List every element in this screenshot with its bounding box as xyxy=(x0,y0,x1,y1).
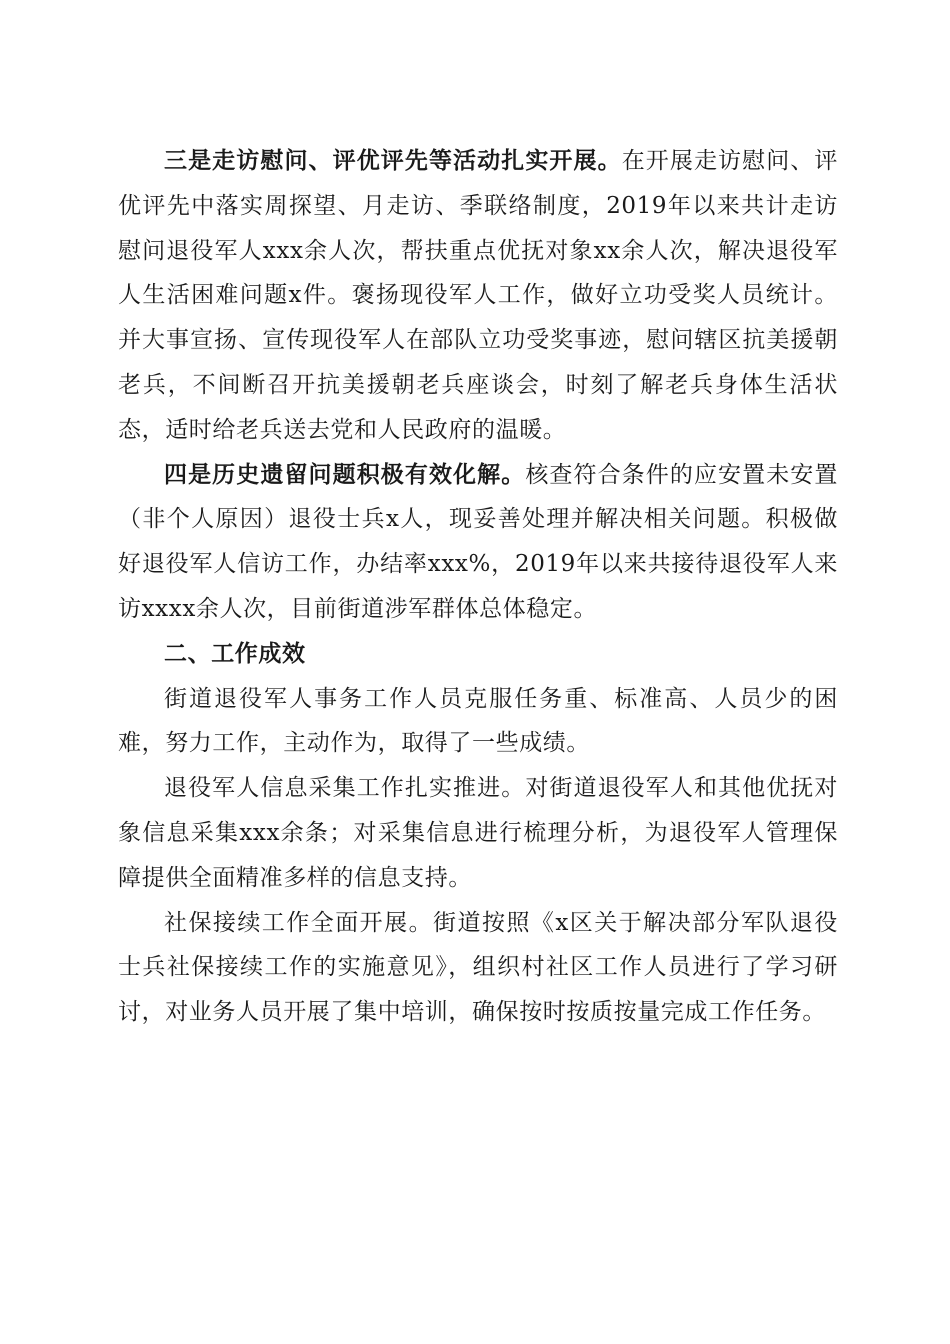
paragraph-historical-issues xyxy=(118,453,838,632)
paragraph-lead: 四是历史遗留问题积极有效化解。 xyxy=(164,460,526,488)
paragraph-lead: 三是走访慰问、评优评先等活动扎实开展。 xyxy=(164,147,622,174)
paragraph-activities xyxy=(118,139,838,453)
paragraph-social-security: 社保接续工作全面开展。街道按照《x区关于解决部分军队退役士兵社保接续工作的实施意见》，组织村社区工作人员进行了学习研讨，对业务人员开展了集中培训，确保按时按质按量完成工作任务。 xyxy=(118,909,838,1026)
document-body xyxy=(118,139,838,1035)
section-heading: 二、工作成效 xyxy=(164,640,306,667)
paragraph-info-collection: 退役军人信息采集工作扎实推进。对街道退役军人和其他优抚对象信息采集xxx余条；对采集信息进行梳理分析，为退役军人管理保障提供全面精准多样的信息支持。 xyxy=(118,775,838,891)
paragraph-summary: 街道退役军人事务工作人员克服任务重、标准高、人员少的困难，努力工作，主动作为，取得了一些成绩。 xyxy=(118,685,838,757)
paragraph-text: 核查符合条件的应安置未安置（非个人原因）退役士兵x人，现妥善处理并解决相关问题。积极做好退役军人信访工作，办结率xxx%，2019年以来共接待退役军人来访xxxx余人次，目前街道涉军群体总体稳定。 xyxy=(118,461,838,622)
paragraph-text: 在开展走访慰问、评优评先中落实周探望、月走访、季联络制度，2019年以来共计走访慰问退役军人xxx余人次，帮扶重点优抚对象xx余人次，解决退役军人生活困难问题x件。褒扬现役军人工作，做好立功受奖人员统计。并大事宣扬、宣传现役军人在部队立功受奖事迹，慰问辖区抗美援朝老兵，不间断召开抗美援朝老兵座谈会，时刻了解老兵身体生活状态，适时给老兵送去党和人民政府的温暖。 xyxy=(118,148,838,443)
